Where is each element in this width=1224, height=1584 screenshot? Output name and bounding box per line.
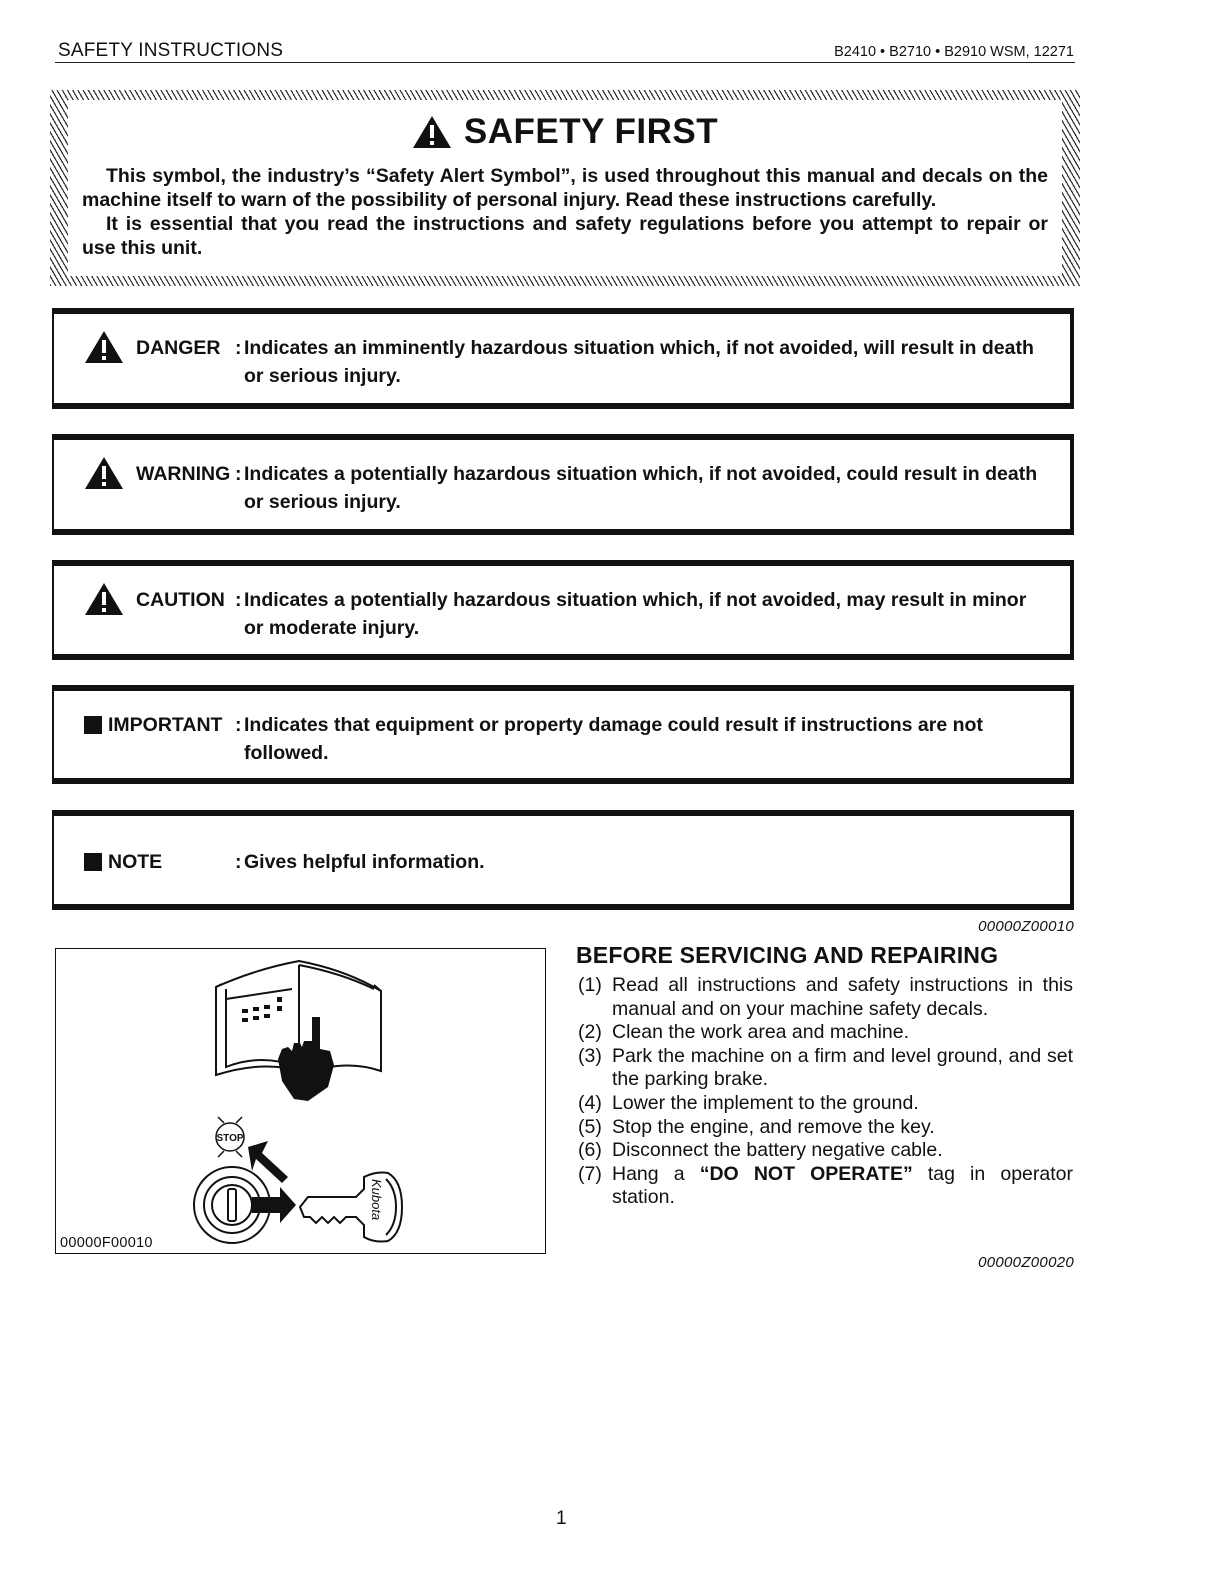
alert-triangle-icon: [84, 330, 124, 364]
header-rule: [55, 62, 1075, 63]
step-number: (7): [578, 1162, 602, 1185]
definition-term: WARNING: [136, 463, 231, 485]
step-text: Stop the engine, and remove the key.: [612, 1115, 935, 1138]
step-number: (4): [578, 1091, 602, 1114]
alert-triangle-icon: [84, 582, 124, 616]
do-not-operate-tag-text: “DO NOT OPERATE”: [699, 1162, 913, 1185]
definition-term: CAUTION: [136, 589, 225, 611]
definition-colon: :: [235, 851, 242, 873]
book-text-marks: [242, 997, 282, 1022]
step-number: (2): [578, 1021, 602, 1044]
alert-triangle-icon: [412, 115, 452, 149]
step-number: (6): [578, 1139, 602, 1162]
step-text: Disconnect the battery negative cable.: [612, 1139, 943, 1162]
insert-arrow-icon: [252, 1187, 296, 1223]
step-text-part: tag in operator station.: [612, 1162, 1073, 1209]
definition-text: Indicates a potentially hazardous situation which, if not avoided, may result in minor or moderate injury.: [244, 589, 1027, 639]
definition-text: Indicates a potentially hazardous situation which, if not avoided, could result in death or serious injury.: [244, 463, 1038, 513]
key-icon: [300, 1173, 402, 1242]
black-square-icon: [84, 716, 102, 734]
list-item: [578, 1163, 1073, 1210]
list-item: [578, 1139, 1073, 1163]
step-text: Read all instructions and safety instructions in this manual and on your machine safety decals.: [612, 974, 1073, 1020]
stop-icon: [216, 1117, 244, 1157]
definition-colon: :: [235, 337, 242, 359]
step-number: (3): [578, 1044, 602, 1067]
step-text: Clean the work area and machine.: [612, 1021, 910, 1044]
alert-triangle-icon: [84, 456, 124, 490]
step-text: Park the machine on a firm and level ground, and set the parking brake.: [612, 1044, 1073, 1091]
pointing-hand-icon: [278, 1017, 334, 1101]
key-brand-text: Kubota: [369, 1179, 384, 1221]
important-definition-box: [52, 685, 1074, 784]
stop-label: STOP: [216, 1133, 244, 1144]
document-reference: B2410 • B2710 • B2910 WSM, 12271: [834, 44, 1074, 60]
definition-term: IMPORTANT: [108, 714, 223, 736]
black-square-icon: [84, 853, 102, 871]
list-item: [578, 1021, 1073, 1045]
reference-code: 00000Z00020: [978, 1254, 1074, 1271]
caution-definition-box: [52, 560, 1074, 660]
definition-term: DANGER: [136, 337, 221, 359]
definition-colon: :: [235, 589, 242, 611]
list-item: [578, 1116, 1073, 1140]
manual-and-key-illustration: [56, 949, 544, 1252]
step-text-part: Hang a: [612, 1162, 700, 1185]
servicing-heading: BEFORE SERVICING AND REPAIRING: [576, 942, 999, 968]
step-number: (1): [578, 974, 602, 996]
safety-first-paragraph: It is essential that you read the instructions and safety regulations before you attempt to repair or use this unit.: [82, 213, 1048, 259]
definition-text: Indicates an imminently hazardous situation which, if not avoided, will result in death or serious injury.: [244, 337, 1034, 387]
step-text: [612, 1163, 1073, 1210]
list-item: [578, 1092, 1073, 1116]
figure-code: 00000F00010: [60, 1235, 153, 1251]
illustration-frame: [55, 948, 546, 1254]
safety-first-box: [50, 90, 1080, 286]
danger-definition-box: [52, 308, 1074, 409]
warning-definition-box: [52, 434, 1074, 535]
step-text: Lower the implement to the ground.: [612, 1091, 919, 1114]
definition-term: NOTE: [108, 851, 163, 873]
definition-colon: :: [235, 714, 242, 736]
list-item: [578, 1045, 1073, 1092]
turn-arrow-icon: [248, 1141, 288, 1183]
list-item: [578, 974, 1073, 1021]
reference-code: 00000Z00010: [978, 918, 1074, 935]
page-number: 1: [556, 1508, 567, 1529]
definition-text: Gives helpful information.: [244, 851, 485, 873]
safety-first-heading: [68, 112, 1062, 152]
safety-first-title: SAFETY FIRST: [463, 112, 719, 151]
definition-colon: :: [235, 463, 242, 485]
servicing-steps-list: [578, 974, 1073, 1210]
definition-text: Indicates that equipment or property damage could result if instructions are not followed.: [244, 714, 983, 764]
safety-first-paragraph: This symbol, the industry’s “Safety Alert Symbol”, is used throughout this manual and decals on the machine itself to warn of the possibility of personal injury. Read these instructions carefully.: [82, 165, 1048, 211]
note-definition-box: [52, 810, 1074, 910]
section-title: SAFETY INSTRUCTIONS: [58, 40, 284, 61]
step-number: (5): [578, 1115, 602, 1138]
